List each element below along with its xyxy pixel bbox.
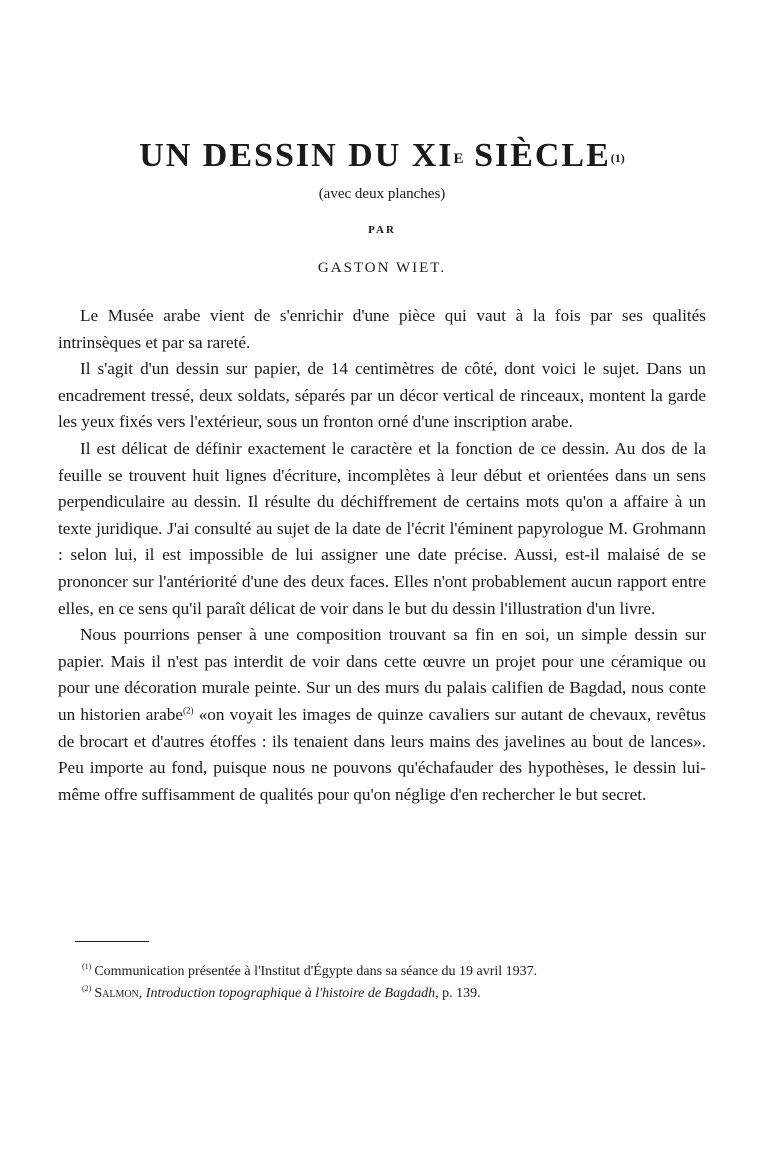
title-superscript-e: E [453,151,464,167]
footnote-2-author: Salmon [94,986,139,1001]
paragraph-3: Il est délicat de définir exactement le caractère et la fonction de ce dessin. Au dos de la feuille se trouvent huit lignes d'écriture, incomplètes à leur début et orientées dans un sens perpendiculaire au dessin. Il résulte du déchiffrement de certains mots qu'on a affaire à un texte juridique. J'ai consulté au sujet de la date de l'écrit l'éminent papyrologue M. Grohmann : selon lui, il est impossible de lui assigner une date précise. Aussi, est-il malaisé de se prononcer sur l'antériorité d'une des deux faces. Elles n'ont probablement aucun rapport entre elles, en ce sens qu'il paraît délicat de voir dans le but du dessin l'illustration d'un livre. [58,438,706,618]
paragraph-4-end: «on voyait les images de quinze cavaliers sur autant de chevaux, revêtus de brocart et d'autres étoffes : ils tenaient dans leurs mains des javelines au bout de lances». Peu importe au fond, puisque nous ne pouvons qu'échafauder des hypothèses, le dessin lui-même offre suffisamment de qualités pour qu'on néglige d'en rechercher le but secret. [58,704,706,804]
footnote-ref-2[interactable]: (2) [182,705,194,716]
footnote-separator [75,941,149,942]
paragraph-1: Le Musée arabe vient de s'enrichir d'une pièce qui vaut à la fois par ses qualités intrinsèques et par sa rareté. [58,306,706,352]
article-body [58,303,706,808]
article-subtitle: (avec deux planches) [318,186,446,202]
title-end: SIÈCLE [463,137,611,174]
footnote-1 [82,961,706,983]
article-title [58,136,706,176]
footnote-2 [82,983,706,1005]
footnote-2-sep: , [138,986,146,1001]
paragraph-4 [58,622,706,808]
byline-par: PAR [368,224,396,236]
paragraph-2: Il s'agit d'un dessin sur papier, de 14 centimètres de côté, dont voici le sujet. Dans un encadrement tressé, deux soldats, séparés par un décor vertical de rinceaux, montent la garde les yeux fixés vers l'extérieur, sous un fronton orné d'une inscription arabe. [58,359,706,432]
paragraph-4-start: Nous pourrions penser à une composition trouvant sa fin en soi, un simple dessin sur papier. Mais il n'est pas interdit de voir dans cette œuvre un projet pour une céramique ou pour une décoration murale peinte. Sur un des murs du palais califien de Bagdad, nous conte un historien arabe [58,625,706,724]
footnote-2-title: Introduction topographique à l'histoire de Bagdadh [145,986,436,1001]
footnote-1-number: (1) [82,962,92,972]
author-name: GASTON WIET. [317,260,447,276]
footnote-2-number: (2) [82,984,92,994]
footnote-2-page: , p. 139. [435,986,481,1001]
title-footnote-ref[interactable]: (1) [610,151,625,165]
footnotes [82,961,706,1005]
footnote-1-text: Communication présentée à l'Institut d'Égypte dans sa séance du 19 avril 1937. [94,964,538,979]
title-main: UN DESSIN DU XI [139,137,454,174]
